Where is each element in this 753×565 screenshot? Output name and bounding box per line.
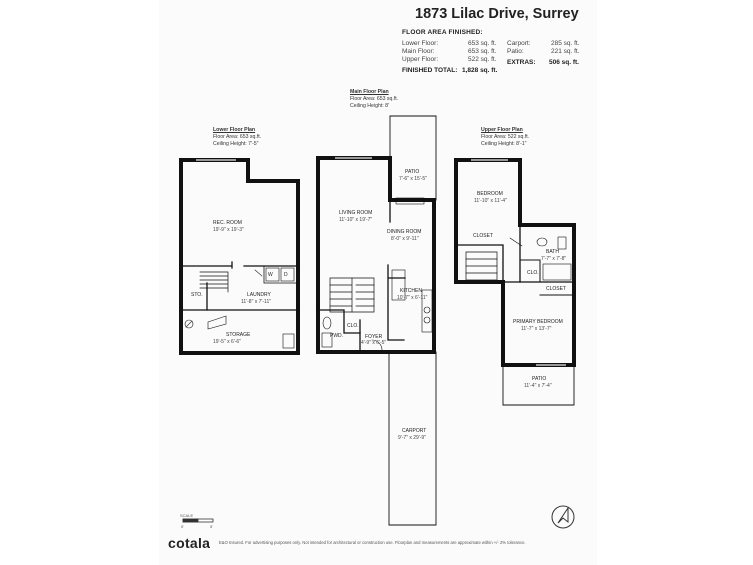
sto-label: STO.	[191, 292, 203, 298]
bedroom-dim: 11'-10" x 11'-4"	[474, 198, 507, 204]
foyer-dim: 4'-9" x 6'-5"	[361, 340, 387, 346]
upper-floor-walls	[456, 160, 574, 365]
carport-label: CARPORT	[402, 428, 427, 434]
lower-floor-label: Lower Floor:	[402, 40, 439, 47]
foyer-label: FOYER	[365, 334, 383, 340]
lower-stairs	[200, 272, 228, 292]
clo-upper-label: CLO.	[527, 270, 539, 276]
main-plan-height: Ceiling Height: 8'	[350, 103, 390, 109]
page-title: 1873 Lilac Drive, Surrey	[415, 6, 579, 22]
closet-upper-label: CLOSET	[473, 233, 494, 239]
upper-floor-label: Upper Floor:	[402, 56, 439, 63]
main-floor-label: Main Floor:	[402, 48, 435, 55]
main-floor-value: 653 sq. ft.	[468, 48, 497, 55]
laundry-label: LAUNDRY	[247, 292, 271, 298]
clo-main-label: CLO.	[347, 323, 359, 329]
upper-stairs	[466, 252, 497, 280]
primary-bedroom-label: PRIMARY BEDROOM	[513, 319, 563, 325]
extras-value: 506 sq. ft.	[549, 59, 579, 66]
compass-icon	[552, 506, 574, 528]
scale-end: 5'	[210, 524, 213, 529]
lower-plan-title: Lower Floor Plan	[213, 127, 256, 133]
patio-main-dim: 7'-6" x 15'-5"	[399, 176, 427, 182]
dining-room-dim: 8'-0" x 9'-11"	[391, 236, 419, 242]
patio-area-value: 221 sq. ft.	[551, 48, 580, 55]
lower-plan-area: Floor Area: 653 sq.ft.	[213, 134, 262, 140]
upper-plan-height: Ceiling Height: 8'-1"	[481, 141, 527, 147]
carport-dim: 9'-7" x 29'-9"	[398, 435, 426, 441]
storage-dim: 19'-5" x 6'-6"	[213, 339, 241, 345]
washer-label: W	[268, 272, 273, 278]
living-room-dim: 11'-10" x 19'-7"	[339, 217, 373, 223]
main-stairs	[330, 278, 374, 312]
rec-room-label: REC. ROOM	[213, 220, 242, 226]
patio-main-label: PATIO	[405, 169, 420, 175]
main-plan-title: Main Floor Plan	[350, 89, 389, 95]
dining-room-label: DINING ROOM	[387, 229, 422, 235]
scale-bar	[183, 519, 213, 522]
extras-label: EXTRAS:	[507, 59, 536, 66]
storage-label: STORAGE	[226, 332, 251, 338]
laundry-dim: 11'-8" x 7'-11"	[241, 299, 272, 305]
pwd-label: PWD.	[330, 333, 344, 339]
patio-upper-dim: 11'-4" x 7'-4"	[524, 383, 552, 389]
carport-area-value: 285 sq. ft.	[551, 40, 580, 47]
bath-dim: 7'-7" x 7'-8"	[541, 256, 567, 262]
kitchen-dim: 10'-7" x 6'-11"	[397, 295, 428, 301]
lower-floor-walls	[181, 160, 298, 353]
bath-label: BATH	[546, 249, 559, 255]
bedroom-label: BEDROOM	[477, 191, 503, 197]
brand-logo: cotala	[168, 535, 211, 551]
lower-plan-height: Ceiling Height: 7'-5"	[213, 141, 259, 147]
kitchen-label: KITCHEN	[400, 288, 422, 294]
floor-area-heading: FLOOR AREA FINISHED:	[402, 29, 483, 36]
primary-bedroom-dim: 11'-7" x 13'-7"	[521, 326, 552, 332]
main-plan-area: Floor Area: 653 sq.ft.	[350, 96, 399, 102]
patio-upper-label: PATIO	[532, 376, 547, 382]
lower-floor-value: 653 sq. ft.	[468, 40, 497, 47]
patio-area-label: Patio:	[507, 48, 524, 55]
upper-plan-area: Floor Area: 522 sq.ft.	[481, 134, 530, 140]
scale-label: SCALE	[180, 513, 194, 518]
disclaimer: E&O Insured. For advertising purposes only. Not intended for architectural or construction use. Floorplan and measurements are approximate within +/- 2% tolerance.	[219, 540, 526, 545]
rec-room-dim: 19'-9" x 19'-3"	[213, 227, 244, 233]
carport-area-label: Carport:	[507, 40, 531, 47]
finished-total-label: FINISHED TOTAL:	[402, 67, 458, 74]
living-room-label: LIVING ROOM	[339, 210, 373, 216]
upper-plan-title: Upper Floor Plan	[481, 127, 523, 133]
dryer-label: D	[284, 272, 288, 278]
finished-total-value: 1,828 sq. ft.	[462, 67, 498, 74]
scale-start: 0'	[181, 524, 184, 529]
closet-primary-label: CLOSET	[546, 286, 567, 292]
upper-floor-value: 522 sq. ft.	[468, 56, 497, 63]
